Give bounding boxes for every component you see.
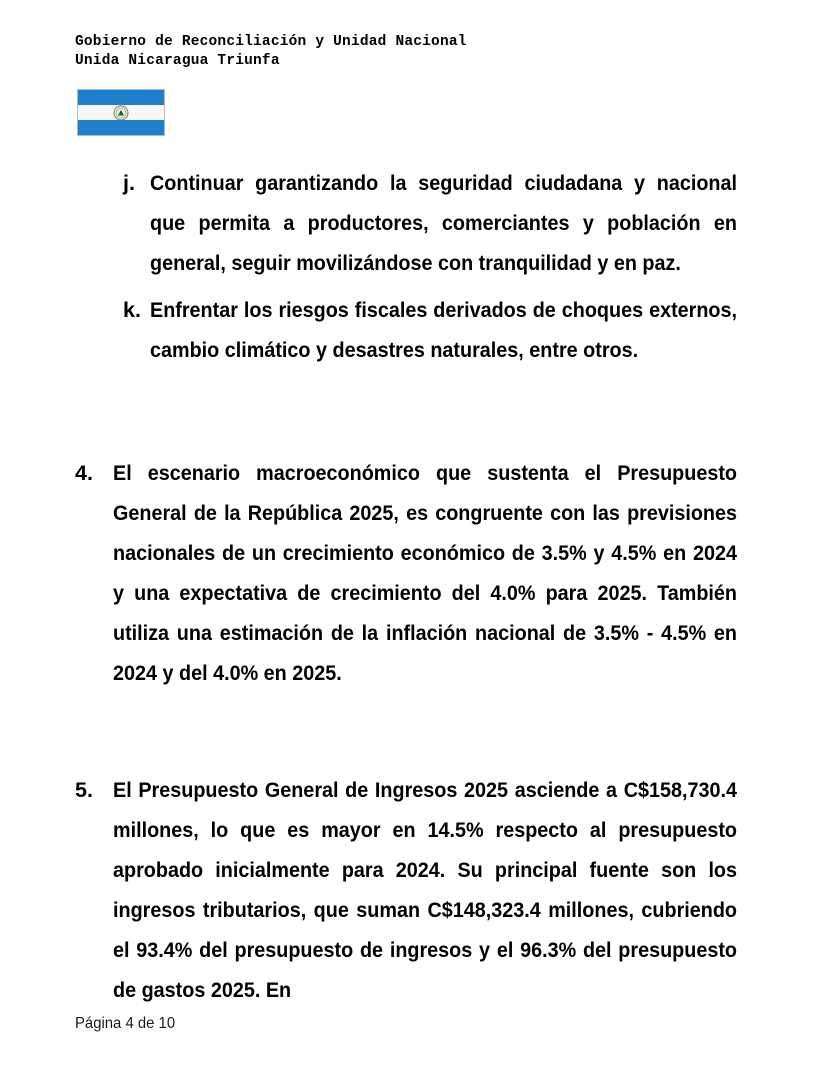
coat-of-arms-icon (114, 105, 129, 120)
list-marker-k: k. (123, 298, 141, 322)
page-footer-label: Página 4 de 10 (75, 1015, 176, 1032)
paragraph-text-k: Enfrentar los riesgos fiscales derivados de choques externos, cambio climático y desastres naturales, entre otros. (150, 298, 738, 362)
paragraph-text-5: El Presupuesto General de Ingresos 2025 asciende a C$158,730.4 millones, lo que es mayor en 14.5% respecto al presupuesto aprobado inicialmente para 2024. Su principal fuente son los ingresos tributarios, que suman C$148,323.4 millones, cubriendo el 93.4% del presupuesto de ingresos y el 96.3% del presupuesto de gastos 2025. En (113, 778, 738, 1002)
document-header (75, 33, 735, 71)
list-marker-j: j. (123, 171, 135, 195)
list-body-4 (113, 453, 737, 693)
list-item-5 (75, 770, 737, 1010)
paragraph-text-4: El escenario macroeconómico que sustenta el Presupuesto General de la República 2025, es congruente con las previsiones nacionales de un crecimiento económico de 3.5% y 4.5% en 2024 y una expectativa de crecimiento del 4.0% para 2025. También utiliza una estimación de la inflación nacional de 3.5% - 4.5% en 2024 y del 4.0% en 2025. (113, 461, 738, 685)
nicaragua-flag-icon (77, 89, 165, 136)
flag-band-top (78, 90, 164, 105)
list-body-k (150, 290, 737, 370)
flag-container (77, 89, 165, 136)
list-item-4 (75, 453, 737, 693)
list-item-j (123, 163, 737, 283)
header-line-slogan: Unida Nicaragua Triunfa (75, 53, 280, 69)
list-body-j (150, 163, 737, 283)
paragraph-text-j: Continuar garantizando la seguridad ciudadana y nacional que permita a productores, comerciantes y población en general, seguir movilizándose con tranquilidad y en paz. (150, 171, 738, 275)
list-marker-5: 5. (75, 778, 93, 802)
list-marker-4: 4. (75, 461, 93, 485)
list-body-5 (113, 770, 737, 1010)
flag-band-bottom (78, 120, 164, 135)
header-line-government: Gobierno de Reconciliación y Unidad Nacional (75, 34, 467, 50)
list-item-k (123, 290, 737, 370)
